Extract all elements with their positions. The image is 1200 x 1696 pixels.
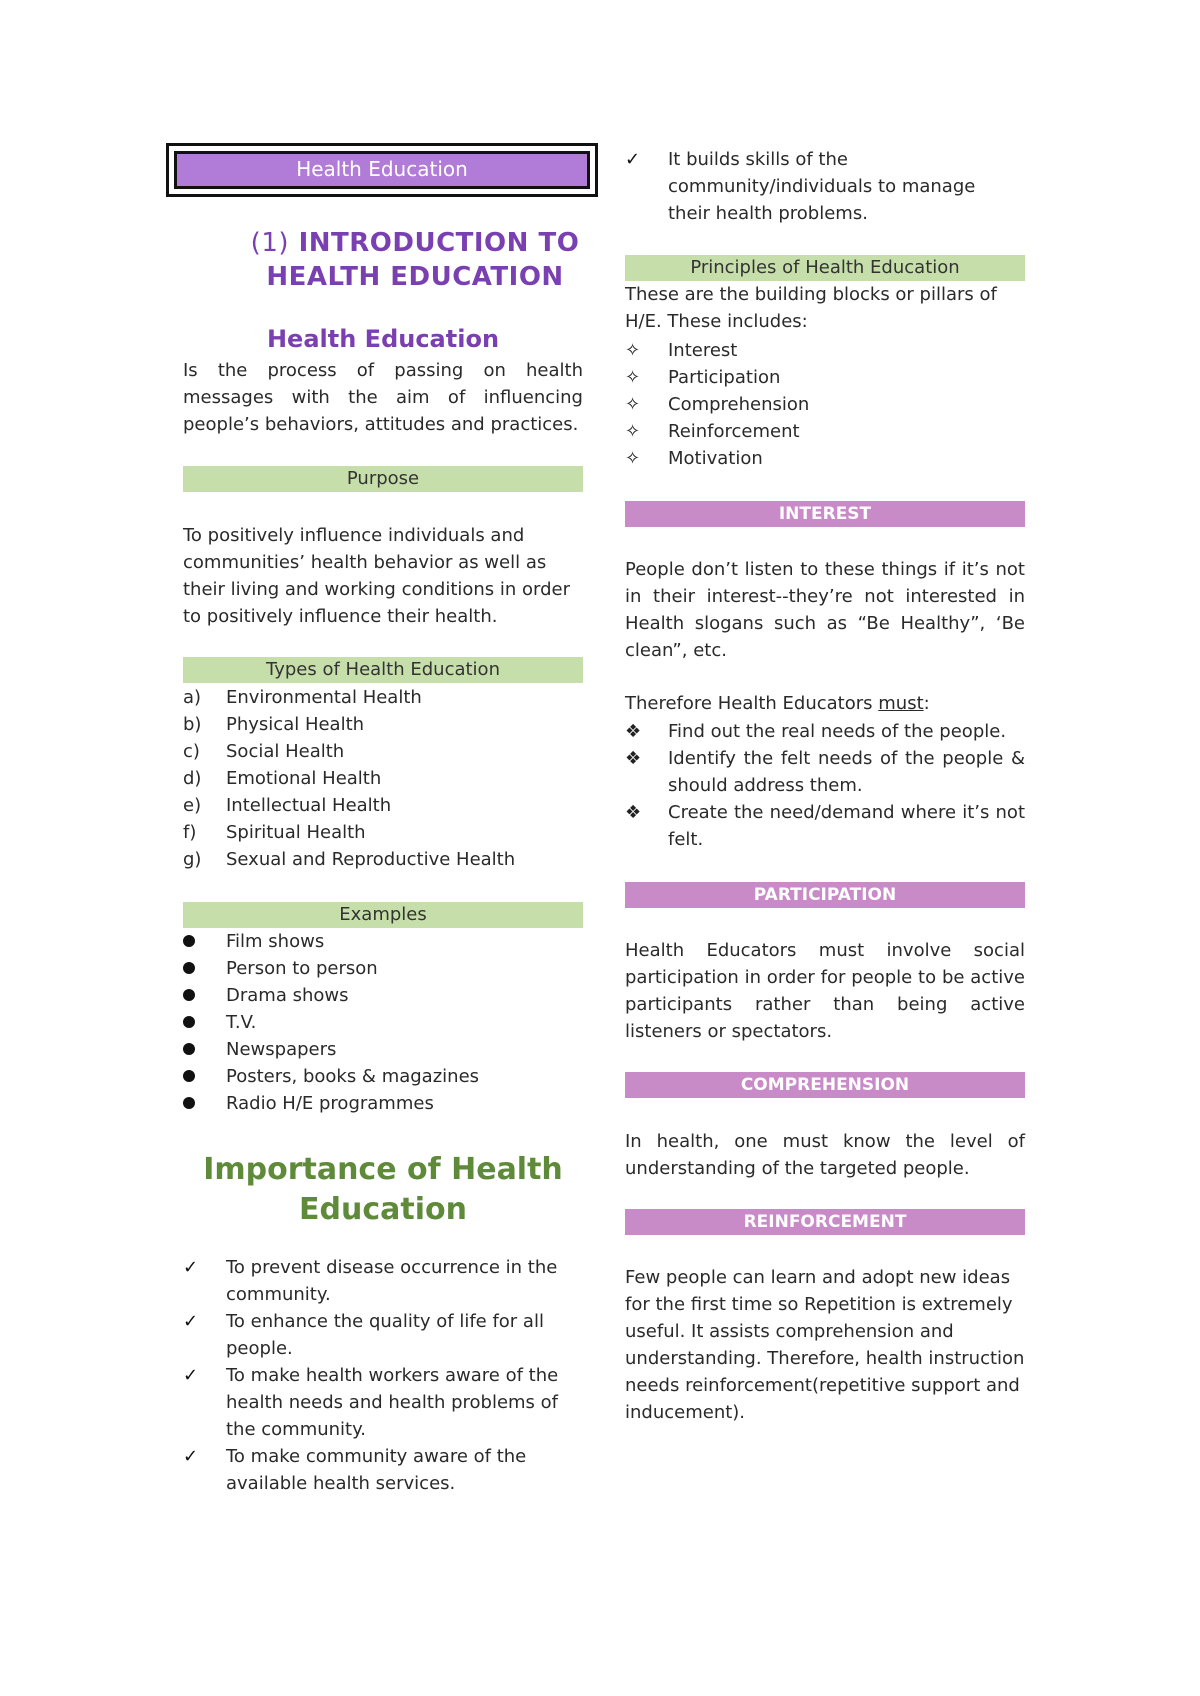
importance-heading-line-1: Importance of Health (203, 1152, 563, 1187)
reinforcement-text: Few people can learn and adopt new ideas for the first time so Repetition is extremely useful. It assists comprehension and understanding. Therefore, health instruction needs reinforcement(repetitive support and inducement). (625, 1267, 1025, 1423)
four-diamond-icon: ❖ (625, 721, 642, 742)
list-item: ❖ Create the need/demand where it’s not felt. (625, 799, 1025, 853)
purpose-label: Purpose (183, 466, 583, 492)
list-item: Radio H/E programmes (183, 1090, 583, 1117)
four-point-star-icon: ✧ (625, 367, 641, 388)
list-item: Drama shows (183, 982, 583, 1009)
list-marker: e) (183, 795, 202, 816)
intro-number: (1) (250, 228, 290, 258)
bullet-dot-icon (183, 1016, 195, 1028)
list-item: ✓ To make community aware of the available health services. (183, 1443, 573, 1497)
list-item: ✓ It builds skills of the community/individuals to manage their health problems. (625, 146, 1015, 227)
list-marker: f) (183, 822, 197, 843)
list-item: b) Physical Health (183, 711, 583, 738)
list-item: ✧ Participation (625, 364, 1025, 391)
importance-list (183, 1254, 573, 1497)
top-check-list (625, 146, 1015, 227)
list-item: ✧ Motivation (625, 445, 1025, 472)
list-marker: c) (183, 741, 200, 762)
list-item: ✓ To make health workers aware of the health needs and health problems of the community. (183, 1362, 573, 1443)
principles-list (625, 337, 1025, 472)
comprehension-label: COMPREHENSION (625, 1072, 1025, 1098)
list-item: Newspapers (183, 1036, 583, 1063)
list-item: g) Sexual and Reproductive Health (183, 846, 583, 873)
four-diamond-icon: ❖ (625, 748, 642, 769)
list-marker: a) (183, 687, 202, 708)
definition-heading: Health Education (266, 325, 500, 353)
list-item: ❖ Identify the felt needs of the people & should address them. (625, 745, 1025, 799)
principles-intro: These are the building blocks or pillars of H/E. These includes: (625, 284, 997, 332)
participation-text: Health Educators must involve social participation in order for people to be active participants rather than being active listeners or spectators. (625, 940, 1025, 1042)
interest-text: People don’t listen to these things if it’s not in their interest--they’re not interested in Health slogans such as “Be Healthy”, ‘Be clean”, etc. (625, 559, 1025, 661)
checkmark-icon: ✓ (625, 149, 641, 170)
checkmark-icon: ✓ (183, 1311, 199, 1332)
list-item: ✧ Interest (625, 337, 1025, 364)
list-item: d) Emotional Health (183, 765, 583, 792)
checkmark-icon: ✓ (183, 1446, 199, 1467)
list-item: a) Environmental Health (183, 684, 583, 711)
intro-heading-line-2: HEALTH EDUCATION (266, 262, 564, 292)
definition-text: Is the process of passing on health messages with the aim of influencing people’s behaviors, attitudes and practices. (183, 360, 583, 435)
reinforcement-label: REINFORCEMENT (625, 1209, 1025, 1235)
bullet-dot-icon (183, 1070, 195, 1082)
four-point-star-icon: ✧ (625, 340, 641, 361)
list-item: ✓ To enhance the quality of life for all people. (183, 1308, 573, 1362)
list-marker: d) (183, 768, 202, 789)
importance-heading-line-2: Education (299, 1192, 467, 1227)
bullet-dot-icon (183, 935, 195, 947)
list-item: Film shows (183, 928, 583, 955)
four-point-star-icon: ✧ (625, 448, 641, 469)
four-diamond-icon: ❖ (625, 802, 642, 823)
interest-label: INTEREST (625, 501, 1025, 527)
list-item: c) Social Health (183, 738, 583, 765)
title-box-label: Health Education (174, 151, 590, 189)
therefore-line: Therefore Health Educators must: (625, 693, 930, 714)
list-item: f) Spiritual Health (183, 819, 583, 846)
bullet-dot-icon (183, 989, 195, 1001)
list-item: Person to person (183, 955, 583, 982)
list-item: ❖ Find out the real needs of the people. (625, 718, 1025, 745)
list-item: ✧ Reinforcement (625, 418, 1025, 445)
list-item: ✧ Comprehension (625, 391, 1025, 418)
bullet-dot-icon (183, 1097, 195, 1109)
list-item: ✓ To prevent disease occurrence in the community. (183, 1254, 573, 1308)
list-item: e) Intellectual Health (183, 792, 583, 819)
types-label: Types of Health Education (183, 657, 583, 683)
participation-label: PARTICIPATION (625, 882, 1025, 908)
intro-heading-line-1: INTRODUCTION TO (298, 228, 580, 258)
examples-list (183, 928, 583, 1117)
types-list (183, 684, 583, 873)
importance-heading (183, 1150, 583, 1230)
four-point-star-icon: ✧ (625, 394, 641, 415)
comprehension-text: In health, one must know the level of understanding of the targeted people. (625, 1131, 1025, 1179)
checkmark-icon: ✓ (183, 1257, 199, 1278)
list-marker: g) (183, 849, 202, 870)
list-marker: b) (183, 714, 202, 735)
checkmark-icon: ✓ (183, 1365, 199, 1386)
list-item: T.V. (183, 1009, 583, 1036)
must-list (625, 718, 1025, 853)
purpose-text: To positively influence individuals and communities’ health behavior as well as their living and working conditions in order to positively influence their health. (183, 525, 571, 627)
examples-label: Examples (183, 902, 583, 928)
list-item: Posters, books & magazines (183, 1063, 583, 1090)
bullet-dot-icon (183, 962, 195, 974)
four-point-star-icon: ✧ (625, 421, 641, 442)
title-box (166, 143, 598, 197)
principles-label: Principles of Health Education (625, 255, 1025, 281)
bullet-dot-icon (183, 1043, 195, 1055)
intro-heading (230, 226, 600, 294)
